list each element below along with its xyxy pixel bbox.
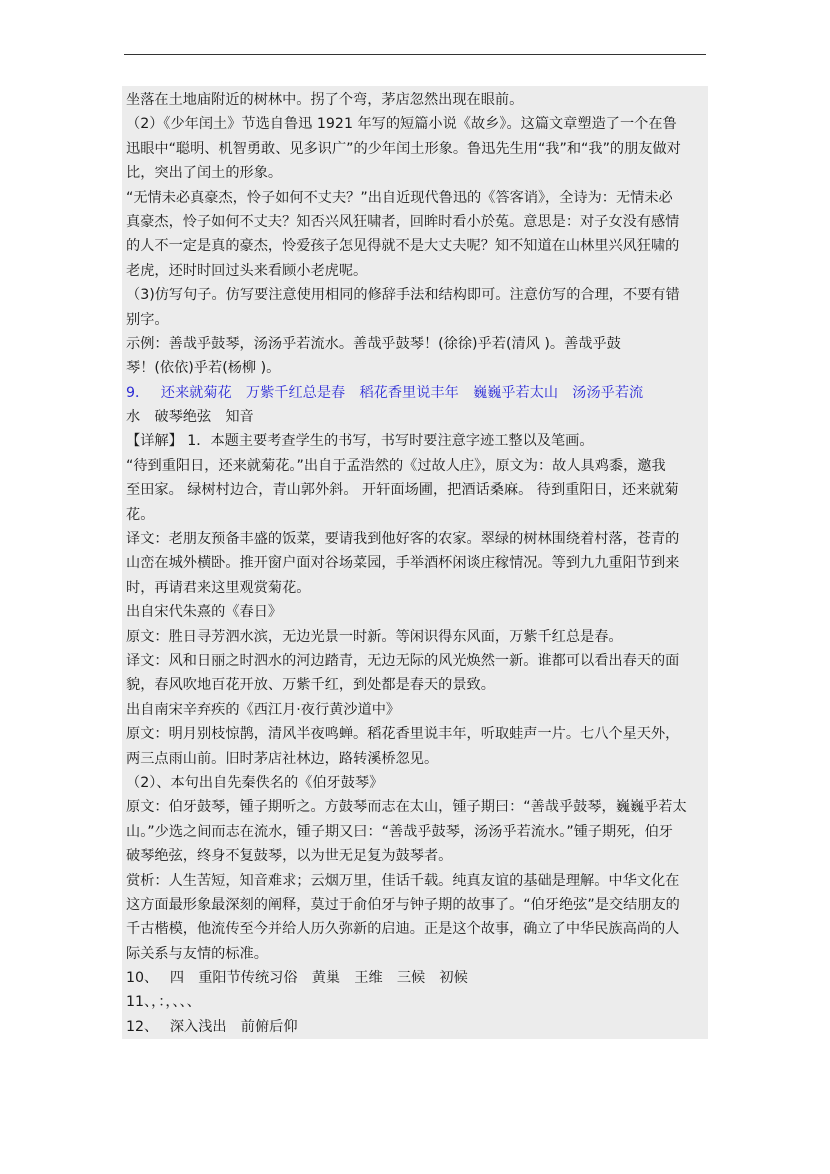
text-line: 原文：明月别枝惊鹊，清风半夜鸣蝉。稻花香里说丰年，听取蛙声一片。七八个星天外， <box>126 726 680 743</box>
text-line: （2）、本句出自先秦佚名的《伯牙鼓琴》 <box>126 774 384 791</box>
text-line: 时，再请君来这里观赏菊花。 <box>126 579 311 596</box>
document-body <box>122 86 708 1039</box>
text-line: （2）《少年闰土》节选自鲁迅 1921 年写的短篇小说《故乡》。这篇文章塑造了一个在鲁 <box>126 116 677 133</box>
text-line: 这方面最形象最深刻的阐释，莫过于俞伯牙与钟子期的故事了。“伯牙绝弦”是交结朋友的 <box>126 896 680 913</box>
text-line: 貌，春风吹地百花开放、万紫千红，到处都是春天的景致。 <box>126 677 495 694</box>
text-line: 的人不一定是真的豪杰，怜爱孩子怎见得就不是大丈夫呢？知不知道在山林里兴风狂啸的 <box>126 238 680 255</box>
text-line: 译文：老朋友预备丰盛的饭菜，要请我到他好客的农家。翠绿的树林围绕着村落，苍青的 <box>126 531 680 548</box>
text-line: 两三点雨山前。旧时茅店社林边，路转溪桥忽见。 <box>126 750 439 767</box>
text-line: 琴！(依依)乎若(杨柳 )。 <box>126 360 281 377</box>
text-line: 赏析：人生苦短，知音难求；云烟万里，佳话千载。纯真友谊的基础是理解。中华文化在 <box>126 872 680 889</box>
text-line: 山峦在城外横卧。推开窗户面对谷场菜园，手举酒杯闲谈庄稼情况。等到九九重阳节到来 <box>126 555 680 572</box>
text-line: “无情未必真豪杰，怜子如何不丈夫？”出自近现代鲁迅的《答客诮》，全诗为：无情未必 <box>126 189 673 206</box>
text-line: 出自宋代朱熹的《春日》 <box>126 604 283 621</box>
text-line: 原文：伯牙鼓琴，锺子期听之。方鼓琴而志在太山，锺子期曰：“善哉乎鼓琴，巍巍乎若太 <box>126 799 687 816</box>
answer-10-line: 10、 四 重阳节传统习俗 黄巢 王维 三候 初候 <box>126 970 468 987</box>
answer-9-line: 9． 还来就菊花 万紫千红总是春 稻花香里说丰年 巍巍乎若太山 汤汤乎若流 <box>126 384 644 401</box>
text-line: 千古楷模，他流传至今并给人历久弥新的启迪。正是这个故事，确立了中华民族高尚的人 <box>126 921 680 938</box>
detail-heading-line: 【详解】 1．本题主要考查学生的书写，书写时要注意字迹工整以及笔画。 <box>126 433 594 450</box>
text-line: 坐落在土地庙附近的树林中。拐了个弯，茅店忽然出现在眼前。 <box>126 92 524 108</box>
text-line: 别字。 <box>126 311 169 328</box>
text-line: 破琴绝弦，终身不复鼓琴，以为世无足复为鼓琴者。 <box>126 848 453 865</box>
text-line: 水 破琴绝弦 知音 <box>126 409 254 426</box>
answer-12-line: 12、 深入浅出 前俯后仰 <box>126 1018 298 1035</box>
text-line: 至田家。 绿树村边合，青山郭外斜。 开轩面场圃，把酒话桑麻。 待到重阳日，还来就菊 <box>126 482 679 499</box>
text-line: 老虎，还时时回过头来看顾小老虎呢。 <box>126 262 368 279</box>
text-line: 花。 <box>126 506 155 523</box>
text-line: 原文：胜日寻芳泗水滨，无边光景一时新。等闲识得东风面，万紫千红总是春。 <box>126 628 623 645</box>
text-line: 比，突出了闰土的形象。 <box>126 165 283 182</box>
text-line: 迅眼中“聪明、机智勇敢、见多识广”的少年闰土形象。鲁迅先生用“我”和“我”的朋友做对 <box>126 140 681 157</box>
text-line: 真豪杰，怜子如何不丈夫？知否兴风狂啸者，回眸时看小於菟。意思是：对子女没有感情 <box>126 213 680 230</box>
text-line: 示例：善哉乎鼓琴，汤汤乎若流水。善哉乎鼓琴！(徐徐)乎若(清风 )。善哉乎鼓 <box>126 335 621 352</box>
text-line: 际关系与友情的标准。 <box>126 945 268 962</box>
answer-11-line: 11、，：，、、、 <box>126 994 201 1011</box>
header-rule <box>124 54 706 55</box>
text-line: “待到重阳日，还来就菊花。”出自于孟浩然的《过故人庄》，原文为：故人具鸡黍，邀我 <box>126 457 666 474</box>
text-line: 出自南宋辛弃疾的《西江月·夜行黄沙道中》 <box>126 701 401 718</box>
text-line: 山。”少选之间而志在流水，锺子期又曰：“善哉乎鼓琴，汤汤乎若流水。”锺子期死，伯牙 <box>126 823 673 840</box>
text-line: 译文：风和日丽之时泗水的河边踏青，无边无际的风光焕然一新。谁都可以看出春天的面 <box>126 652 680 669</box>
text-line: （3)仿写句子。仿写要注意使用相同的修辞手法和结构即可。注意仿写的合理，不要有错 <box>126 287 680 304</box>
